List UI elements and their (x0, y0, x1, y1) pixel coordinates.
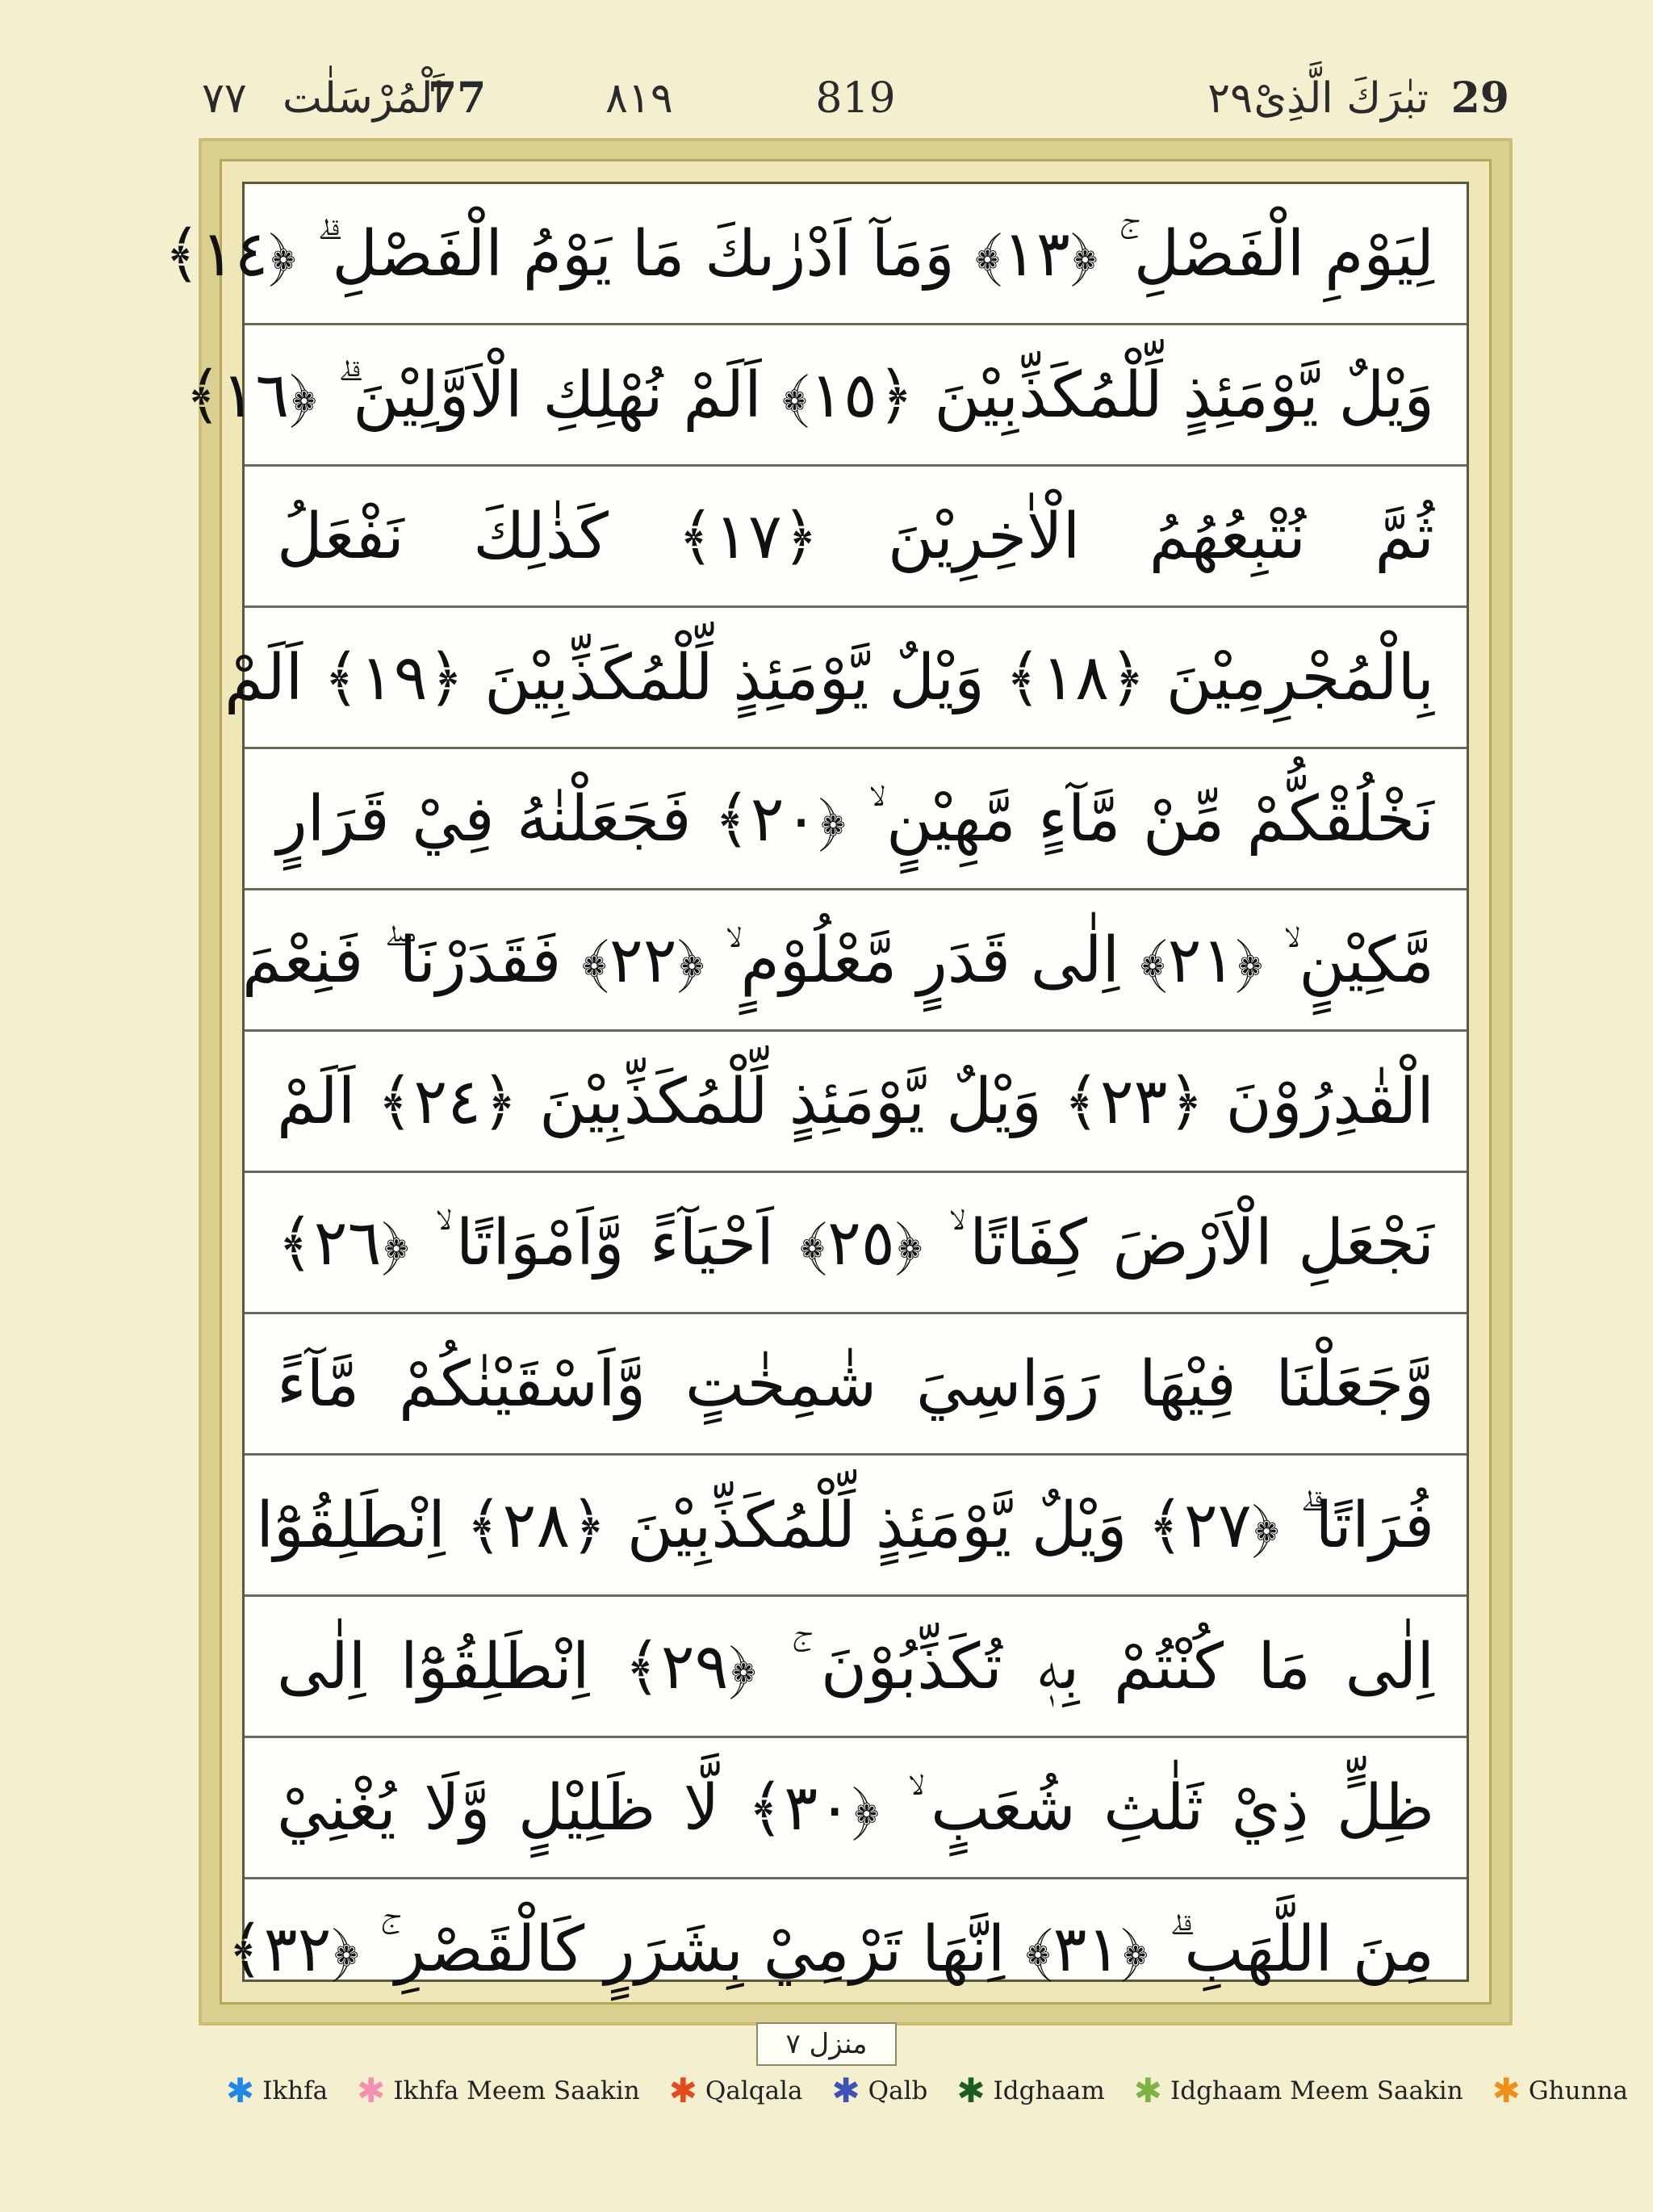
verse-line-2: وَيْلٌ يَّوْمَئِذٍ لِّلْمُكَذِّبِيْنَ ﴿١٥﴾ اَلَمْ نُهْلِكِ الْاَوَّلِيْنَ ۗ ﴿١٦﴾ (245, 325, 1467, 467)
verse-line-9: وَّجَعَلْنَا فِيْهَا رَوَاسِيَ شٰمِخٰتٍ وَّاَسْقَيْنٰكُمْ مَّآءً (245, 1314, 1467, 1456)
juz-number-arabic: ٢٩ (1207, 74, 1253, 123)
asterisk-icon: ✱ (1492, 2071, 1521, 2110)
legend-item-idghaam (956, 2071, 1105, 2110)
legend-label: Ikhfa Meem Saakin (393, 2076, 640, 2105)
verse-line-11: اِلٰى مَا كُنْتُمْ بِهٖ تُكَذِّبُوْنَ ۚ ﴿٢٩﴾ اِنْطَلِقُوْٓا اِلٰى (245, 1597, 1467, 1738)
legend-item-qalqala (668, 2071, 803, 2110)
juz-name: تبٰرَكَ الَّذِیْ (1253, 74, 1429, 123)
verse-line-7: الْقٰدِرُوْنَ ﴿٢٣﴾ وَيْلٌ يَّوْمَئِذٍ لِّلْمُكَذِّبِيْنَ ﴿٢٤﴾ اَلَمْ (245, 1032, 1467, 1173)
verse-line-12: ظِلٍّ ذِيْ ثَلٰثِ شُعَبٍ ۙ ﴿٣٠﴾ لَّا ظَلِيْلٍ وَّلَا يُغْنِيْ (245, 1738, 1467, 1879)
verse-line-8: نَجْعَلِ الْاَرْضَ كِفَاتًا ۙ ﴿٢٥﴾ اَحْيَآءً وَّاَمْوَاتًا ۙ ﴿٢٦﴾ (245, 1173, 1467, 1314)
manzil-label: منزل ٧ (756, 2022, 897, 2066)
legend-item-ikhfa (226, 2071, 329, 2110)
legend-item-idghaam-meem-saakin (1133, 2071, 1463, 2110)
legend-label: Idghaam Meem Saakin (1170, 2076, 1463, 2105)
verse-line-3: ثُمَّ نُتْبِعُهُمُ الْاٰخِرِيْنَ ﴿١٧﴾ كَذٰلِكَ نَفْعَلُ (245, 467, 1467, 608)
verse-line-1: لِيَوْمِ الْفَصْلِ ۚ ﴿١٣﴾ وَمَآ اَدْرٰىكَ مَا يَوْمُ الْفَصْلِ ۗ ﴿١٤﴾ (245, 184, 1467, 325)
asterisk-icon: ✱ (226, 2071, 255, 2110)
surah-number-arabic: ٧٧ (202, 74, 247, 123)
asterisk-icon: ✱ (357, 2071, 386, 2110)
verse-line-13: مِنَ اللَّهَبِ ۗ ﴿٣١﴾ اِنَّهَا تَرْمِيْ بِشَرَرٍ كَالْقَصْرِ ۚ ﴿٣٢﴾ (227, 1913, 1434, 1986)
legend-label: Idghaam (993, 2076, 1105, 2105)
legend-item-qalb (831, 2071, 928, 2110)
legend-label: Ikhfa (262, 2076, 329, 2105)
page-number: 819 (815, 74, 896, 123)
verse-line-5: نَخْلُقْكُّمْ مِّنْ مَّآءٍ مَّهِيْنٍ ۙ ﴿٢٠﴾ فَجَعَلْنٰهُ فِيْ قَرَارٍ (245, 749, 1467, 890)
asterisk-icon: ✱ (956, 2071, 986, 2110)
asterisk-icon: ✱ (668, 2071, 697, 2110)
legend-item-ghunna (1492, 2071, 1628, 2110)
verse-line-10: فُرَاتًا ۗ ﴿٢٧﴾ وَيْلٌ يَّوْمَئِذٍ لِّلْمُكَذِّبِيْنَ ﴿٢٨﴾ اِنْطَلِقُوْٓا (245, 1456, 1467, 1597)
tajweed-legend (226, 2067, 1628, 2115)
legend-item-ikhfa-meem-saakin (357, 2071, 640, 2110)
page-number-arabic: ٨١٩ (605, 74, 673, 123)
verse-line-6: مَّكِيْنٍ ۙ ﴿٢١﴾ اِلٰى قَدَرٍ مَّعْلُوْمٍ ۙ ﴿٢٢﴾ فَقَدَرْنَا ۖ فَنِعْمَ (245, 890, 1467, 1032)
verse-panel (164, 182, 1469, 1986)
legend-label: Qalqala (705, 2076, 803, 2105)
ornamental-frame (164, 141, 1509, 2022)
surah-name: اَلْمُرْسَلٰت (282, 74, 445, 123)
asterisk-icon: ✱ (831, 2071, 860, 2110)
page-header (202, 66, 1509, 131)
surah-number: 77 (428, 73, 487, 123)
juz-number: 29 (1450, 73, 1509, 123)
legend-label: Qalb (868, 2076, 928, 2105)
verse-line-4: بِالْمُجْرِمِيْنَ ﴿١٨﴾ وَيْلٌ يَّوْمَئِذٍ لِّلْمُكَذِّبِيْنَ ﴿١٩﴾ اَلَمْ (245, 608, 1467, 749)
asterisk-icon: ✱ (1133, 2071, 1162, 2110)
legend-label: Ghunna (1528, 2076, 1628, 2105)
